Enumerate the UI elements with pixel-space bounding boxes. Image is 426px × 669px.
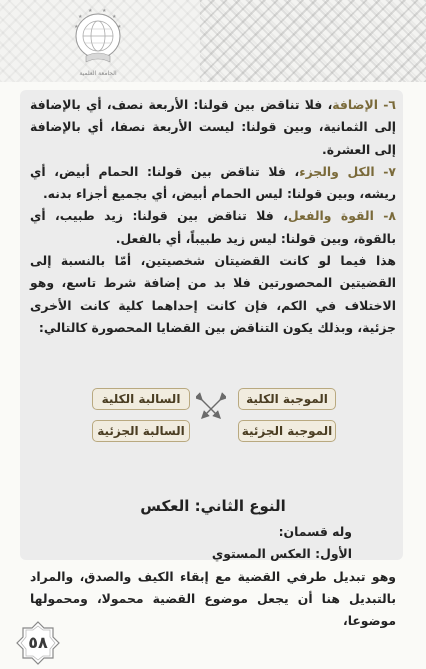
- item-lead-6: ٦- الإضافة: [332, 97, 396, 112]
- item-text-6: ، فلا تناقض بين قولنا: الأربعة نصف، أي بالإضافة إلى الثمانية، وبين قولنا: ليست الأربعة نصفا، أي بالإضافة إلى العشرة.: [30, 97, 396, 157]
- item-text-8: ، فلا تناقض بين قولنا: زيد طبيب، أي بالقوة، وبين قولنا: ليس زيد طبيباً، أي بالفعل.: [30, 208, 396, 246]
- paragraph-quantity-condition: هذا فيما لو كانت القضيتان شخصيتين، أمّا بالنسبة إلى القضيتين المحصورتين فلا بد من إضافة شرط تاسع، وهو الاختلاف في الكم، فإن كانت إحداهما كلية كانت الأخرى جزئية، وبذلك يكون التناقض بين القضايا المحصورة كالتالي:: [30, 253, 396, 335]
- section-body: [30, 521, 396, 632]
- box-universal-affirmative: الموجبة الكلية: [238, 388, 336, 410]
- logo-caption: الجامعة العلمية: [79, 70, 117, 77]
- header-pattern: [200, 0, 426, 82]
- svg-text:★: ★: [88, 8, 93, 14]
- svg-text:★: ★: [78, 14, 83, 20]
- section-line-3: وهو تبديل طرفي القضية مع إبقاء الكيف والصدق، والمراد بالتبديل هنا أن يجعل موضوع القضية محمولا، ومحمولها موضوعا،: [30, 568, 396, 629]
- section-title: النوع الثاني: العكس: [140, 497, 286, 515]
- box-particular-affirmative: الموجبة الجزئية: [238, 420, 336, 442]
- item-lead-8: ٨- القوة والفعل: [287, 208, 396, 224]
- section-line-1: وله قسمان:: [278, 524, 352, 539]
- box-universal-negative: السالبة الكلية: [92, 388, 190, 410]
- contradiction-arrows-icon: [196, 392, 226, 426]
- section-line-2: الأول: العكس المستوي: [211, 546, 352, 562]
- page-number: ٥٨: [28, 633, 48, 652]
- svg-text:★: ★: [117, 24, 122, 30]
- svg-text:★: ★: [112, 14, 117, 20]
- item-lead-7: ٧- الكل والجزء: [299, 163, 396, 179]
- box-particular-negative: السالبة الجزئية: [92, 420, 190, 442]
- paragraph-potency-act: [30, 205, 396, 250]
- svg-text:★: ★: [102, 8, 107, 14]
- page-number-badge: [15, 620, 61, 666]
- paragraph-whole-part: [30, 161, 396, 206]
- svg-text:★: ★: [74, 24, 79, 30]
- university-logo-icon: [66, 6, 130, 80]
- body-text: [30, 94, 396, 339]
- paragraph-addition: [30, 94, 396, 161]
- item-text-7: ، فلا تناقض بين قولنا: الحمام أبيض، أي ريشه، وبين قولنا: ليس الحمام أبيض، أي بجميع أجزاء بدنه.: [30, 163, 396, 202]
